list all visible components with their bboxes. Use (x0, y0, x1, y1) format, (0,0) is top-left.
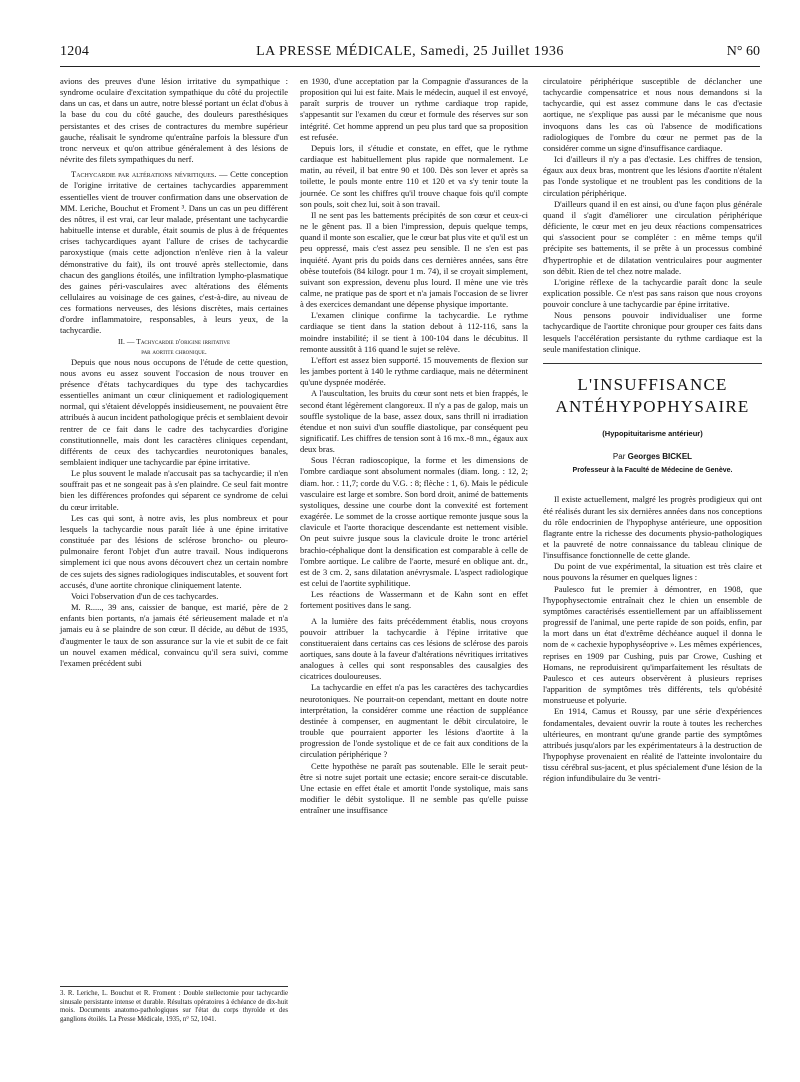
paragraph: circulatoire périphérique susceptible de déclancher une tachycardie compensatrice et nous nous demandons si la tachycardie, qui est assez commune dans le cas d'ectasie aortique, ne s'explique pas aussi par le mécanisme que nous invoquons dans les cas où l'absence de modifications radiologiques de l'ombre du cœur ne permet pas de la considérer comme un signe d'insuffisance cardiaque. (543, 76, 762, 153)
paragraph: D'ailleurs quand il en est ainsi, ou d'une façon plus générale quand il s'agit d'améliorer une circulation périphérique déficiente, le cœur met en jeu deux réactions compensatrices qui s'associent pour se compléter : en même temps qu'il précipite ses battements, il se prête à un processus combiné d'hypertrophie et de dilatation ventriculaires pour augmenter son débit. Rien de tel chez notre malade. (543, 198, 762, 276)
paragraph: Depuis que nous nous occupons de l'étude de cette question, nous avons eu assez souvent l'occasion de nous trouver en présence d'états tachycardiques du type des tachycardies essentielles animant un cœur cliniquement et radiologiquement normal, qui s'étaient développés insidieusement, ne pouvaient être attribués à aucun incident pathologique précis et semblaient devoir rentrer de ce fait dans le cadre des tachycardies d'origine constitutionnelle, mais dont les caractères cliniques cependant, différents de ceux des tachycardies neurotoniques banales, semblaient indiquer une tachycardie par épine irritative. (60, 356, 288, 467)
paragraph: Le plus souvent le malade n'accusait pas sa tachycardie; il n'en souffrait pas et ne songeait pas à s'en plaindre. Ce seul fait montre bien les différences profondes qui séparent ce syndrome de celui du cœur irritable. (60, 468, 288, 512)
author-affiliation: Professeur à la Faculté de Médecine de Genève. (572, 467, 733, 475)
article-title-line: ANTÉHYPOPHYSAIRE (555, 396, 750, 416)
article-title (543, 374, 762, 418)
paragraph: Voici l'observation d'un de ces tachycardes. (71, 590, 219, 601)
column-3 (543, 76, 762, 784)
page-number: 1204 (60, 44, 90, 59)
page-header (60, 44, 760, 66)
paragraph (60, 169, 288, 336)
header-rule (60, 66, 760, 67)
paragraph: A la lumière des faits précédemment établis, nous croyons pouvoir attribuer la tachycardie à l'épine irritative que constitueraient dans certains cas ces lésions de sclérose des parois aortiques, sans doute à la faveur d'altérations névritiques irritatives analogues à celles qui sont responsables des causalgies des cicatrices douloureuses. (300, 615, 528, 682)
paragraph: Il ne sent pas les battements précipités de son cœur et ceux-ci ne le gênent pas. Il a bien l'impression, depuis quelque temps, quand il monte son escalier, que le cœur bat plus vite et qu'il est un peu oppressé, mais c'est assez peu sensible. Il ne s'en est pas inquiété. Ayant pris du poids dans ces dernières années, sans être obèse toutefois (84 kilogr. pour 1 m. 74), il se croyait simplement, suivant son expression, devenu plus lourd. Il mène une vie très calme, ne pratique pas de sport et n'a jamais l'occasion de se livrer à des exercices demandant une dépense physique importante. (300, 209, 528, 310)
article-title-line: L'INSUFFISANCE (577, 374, 728, 394)
paragraph: en 1930, d'une acceptation par la Compagnie d'assurances de la proposition qui lui est faite. Mais le médecin, auquel il est envoyé, paraît surpris de trouver un rythme cardiaque trop rapide, s'appesantit sur l'examen du cœur et formule des réserves sur son intégrité. Cet homme apprend un peu plus tard que sa proposition est refusée. (300, 76, 528, 142)
paragraph: Cette hypothèse ne paraît pas soutenable. Elle le serait peut-être si notre sujet portait une ectasie; encore serait-ce discutable. Une ectasie en effet étale et amortit l'onde systolique, mais sans modifier le débit systolique. Il ne semble pas qu'elle puisse entraîner une insuffisance (300, 760, 528, 816)
paragraph: Les réactions de Wassermann et de Kahn sont en effet fortement positives dans le sang. (300, 589, 528, 611)
column-2 (300, 76, 528, 816)
author-prefix: Par (612, 452, 628, 462)
section-heading (60, 337, 288, 357)
paragraph-text: — Cette conception de l'origine irritative de certaines tachycardies apparemment essentielles vient de trouver confirmation dans une observation de MM. Leriche, Bouchut et Froment ³. Dans un cas un peu différent des nôtres, il est vrai, car leur malade, présentant une tachycardie habituelle intense et durable, était soumis de plus à de fréquentes crises tachycardiques ayant l'allure de crises de tachycardie paroxystique (mais cette adjonction n'enlève rien à la valeur démonstrative du fait), ils ont trouvé après stellectomie, dans chacun des ganglions étoilés, une infiltration lympho-plasmatique des gaines péri-vasculaires avec altérations des éléments cellulaires au voisinage de ces gaines, c'est-à-dire, au niveau de ces formations nerveuses, des lésions discrètes, mais certaines d'ordre inflammatoire, responsables, à leurs yeux, de la tachycardie. (60, 169, 288, 336)
paragraph: Paulesco fut le premier à démontrer, en 1908, que l'hypophysectomie entraînait chez le chien un ensemble de symptômes caractérisés essentiellement par un affaiblissement progressif de l'animal, une perte rapide de son poids, enfin, par la mort dans un état d'extrême déchéance auquel il donna le nom de « cachexie hypophyséoprive ». Les mêmes expériences, reprises en 1909 par Cushing, puis par Crowe, Cushing et Homans, ne reproduisirent qu'imparfaitement les résultats de Paulesco et ces auteurs observèrent à plusieurs reprises l'apparition de symptômes très différents, tels qu'obésité monstrueuse et polyurie. (543, 583, 762, 706)
issue-number: N° 60 (726, 44, 760, 59)
paragraph: L'effort est assez bien supporté. 15 mouvements de flexion sur les jambes portent à 140 le rythme cardiaque, mais ne déterminent qu'une dyspnée modérée. (300, 354, 528, 388)
paragraph: Il existe actuellement, malgré les progrès prodigieux qui ont été réalisés durant les six dernières années dans nos conceptions du rôle endocrinien de l'hypophyse antérieure, une opposition flagrante entre la richesse des documents physio-pathologiques et la pauvreté de notre connaissance du tableau clinique de l'insuffisance fonctionnelle de cette glande. (543, 494, 762, 561)
paragraph: Sous l'écran radioscopique, la forme et les dimensions de l'ombre cardiaque sont absolument normales (diam. long. : 12, 2; diam. hor. : 11,7; corde du V.G. : 8; flèche : 1, 6). Mais le pédicule vasculaire est large et sombre. Son bord droit, animé de battements systoliques, dessine une courbe dont la convexité est fortement exagérée. Le sommet de la crosse aortique remonte jusque sous la clavicule et l'aorte thoracique descendante est nettement visible. On peut suivre jusque sous la clavicule droite le tronc artériel brachio-céphalique dont la densification est comparable à celle de l'ombre aortique. Le calibre de l'aorte, mesuré en oblique ant. dr., est de 3 cm. 2, sans dilatation anévrysmale. L'aspect radiologique est celui de l'aortite syphilitique. (300, 455, 528, 589)
section-lead: Tachycardie par altérations névritiques. (71, 169, 217, 180)
paragraph: L'origine réflexe de la tachycardie paraît donc la seule explication possible. Ce n'est pas sans raison que nous croyons pouvoir conclure à une tachycardie par épine irritative. (543, 276, 762, 310)
paragraph: A l'auscultation, les bruits du cœur sont nets et bien frappés, le second étant légèrement clangoreux. Il n'y a pas de galop, mais un souffle systolique de la base, assez doux, sans thrill ni irradiation étendue et non suivi d'un souffle diastolique, par conséquent peu significatif. Les chiffres de tension sont à 16 mx.-8 mn., égaux aux deux bras. (300, 388, 528, 455)
paragraph: M. R....., 39 ans, caissier de banque, est marié, père de 2 enfants bien portants, n'a jamais été sérieusement malade et n'a jamais eu à se plaindre de son cœur. Il décide, au début de 1935, d'augmenter le taux de son assurance sur la vie et subit de ce fait un nouvel examen médical, convaincu qu'il sera suivi, comme l'examen précédent subi (60, 602, 288, 668)
author-name: Georges BICKEL (627, 452, 693, 462)
paragraph: avions des preuves d'une lésion irritative du sympathique : syndrome oculaire d'excitation sympathique du côté du projectile dans un cas, et dans un autre, notre blessé portant un éclat d'obus à la base du cou du côté gauche, des douleurs paresthésiques persistantes et des crises de contractures du membre supérieur gauche, réalisait le syndrome qu'entraîne parfois la blessure d'un tronc nerveux et qu'on attribue généralement à des lésions de névrite des filets sympathiques du nerf. (60, 76, 288, 165)
column-1 (60, 76, 288, 669)
paragraph: En 1914, Camus et Roussy, par une série d'expériences fondamentales, devaient ouvrir la route à toutes les recherches ultérieures, en montrant qu'une grande partie des symptômes attribués jusqu'alors par les expérimentateurs à la destruction de l'hypophyse provenaient en réalité de l'atteinte involontaire du tissu cérébral sus-jacent, et plus spécialement d'une lésion de la région infundibulaire du 3e ventri- (543, 706, 762, 784)
paragraph: La tachycardie en effet n'a pas les caractères des tachycardies neurotoniques. Ne pourrait-on cependant, mettant en doute notre interprétation, la considérer comme une réaction de suppléance destinée à compenser, en augmentant le débit circulatoire, le trouble que pourraient apporter les lésions d'aortite à la progression de l'onde systolique et de ce fait aux conditions de la circulation périphérique ? (300, 682, 528, 760)
paragraph: Les cas qui sont, à notre avis, les plus nombreux et pour lesquels la tachycardie nous paraît liée à une épine irritative constituée par des lésions de sclérose broncho- ou pleuro-pulmonaire feront l'objet d'un autre travail. Nous indiquerons simplement ici que nous avons découvert chez un certain nombre de ces sujets des signes radiologiques indiscutables, et souvent fort accusés, d'une aortite chronique cliniquement latente. (60, 512, 288, 590)
paragraph: Du point de vue expérimental, la situation est très claire et nous pouvons la résumer en quelques lignes : (543, 561, 762, 583)
section-heading-line: II. — Tachycardie d'origine irritative (117, 336, 231, 346)
paragraph: Depuis lors, il s'étudie et constate, en effet, que le rythme cardiaque est habituellement plus rapide que normalement. Le matin, au réveil, il bat entre 90 et 100. Dès son lever et après sa toilette, le pouls monte entre 110 et 120 et va s'y tenir toute la journée. Ce sont les chiffres qu'il trouve chaque fois qu'il compte son pouls, soit chez lui, soit à son travail. (300, 142, 528, 209)
footnote: 3. R. Leriche, L. Bouchut et R. Froment : Double stellectomie pour tachycardie sinusale persistante intense et durable. Résultats opératoires à échéance de dix-huit mois. Documents anatomo-pathologiques sur l'état du corps thyroïde et des ganglions étoilés. La Presse Médicale, 1935, n° 52, 1041. (60, 990, 288, 1023)
article-subtitle: (Hypopituitarisme antérieur) (602, 428, 703, 438)
paragraph: Ici d'ailleurs il n'y a pas d'ectasie. Les chiffres de tension, égaux aux deux bras, montrent que les lésions d'aortite n'étalent pas l'onde systolique et ne troublent pas les conditions de la circulation périphérique. (543, 154, 762, 198)
paragraph: L'examen clinique confirme la tachycardie. Le rythme cardiaque se tient dans la station debout à 112-116, sans la moindre instabilité; il se tient à 100-104 dans le décubitus. Il remonte aussitôt à 116 quand le sujet se relève. (300, 310, 528, 354)
section-heading-line: par aortite chronique. (141, 346, 207, 356)
article-separator (543, 363, 762, 364)
journal-title: LA PRESSE MÉDICALE, Samedi, 25 Juillet 1936 (256, 44, 564, 59)
paragraph: Nous pensons pouvoir individualiser une forme tachycardique de l'aortite chronique pour grouper ces faits dans lesquels l'accélération persistante du rythme cardiaque est la seule manifestation clinique. (543, 310, 762, 354)
article-author (543, 451, 762, 462)
footnote-rule (60, 986, 288, 987)
